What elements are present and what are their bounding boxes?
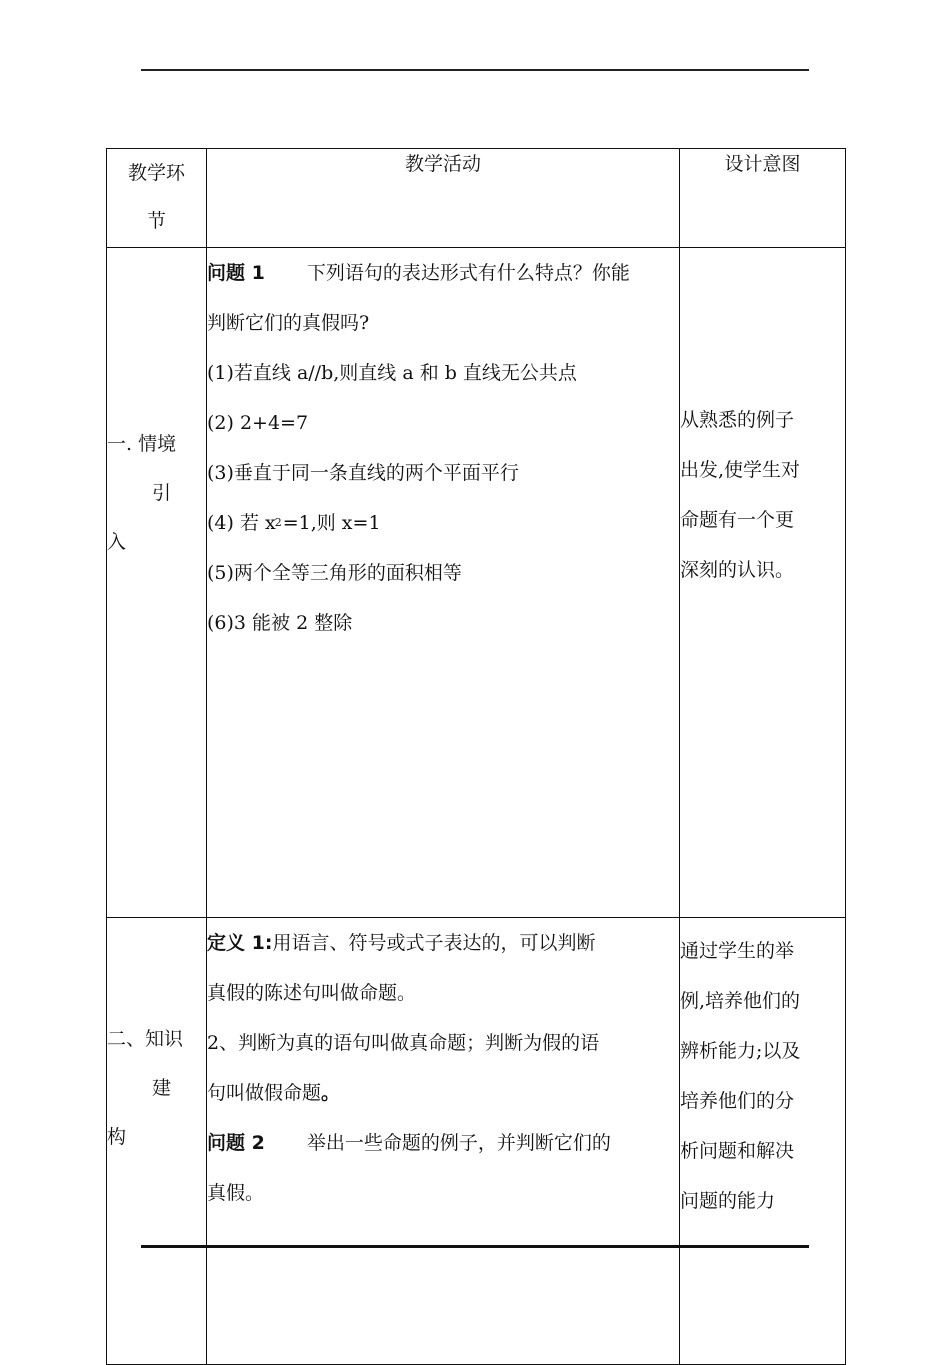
list-item: (3)垂直于同一条直线的两个平面平行 [207, 462, 519, 484]
item4-prefix: (4) 若 x [207, 512, 276, 534]
question-2 [207, 1118, 679, 1168]
table-header-row [107, 149, 846, 248]
list-item: (2) 2+4=7 [207, 412, 309, 434]
intent-cell-1 [680, 248, 846, 918]
question-2-label: 问题 2 [207, 1132, 265, 1154]
question-1 [207, 248, 679, 298]
point-2-cont [207, 1068, 679, 1118]
point-2: 2、判断为真的语句叫做真命题；判断为假的语 [207, 1032, 600, 1054]
definition-1 [207, 918, 679, 968]
list-item: (1)若直线 a//b,则直线 a 和 b 直线无公共点 [207, 362, 577, 384]
stage-1-line2: 引 [152, 482, 172, 504]
list-item: (6)3 能被 2 整除 [207, 612, 353, 634]
list-item [207, 498, 679, 548]
intent-1-line: 从熟悉的例子 [680, 409, 795, 431]
activity-cell-1 [207, 248, 680, 918]
stage-2-line1: 二、知识 [107, 1028, 184, 1050]
header-stage [107, 149, 207, 248]
item4-suffix: =1,则 x=1 [282, 512, 381, 534]
intent-2-line: 辨析能力;以及 [680, 1040, 801, 1062]
question-2-cont: 真假。 [207, 1182, 265, 1204]
activity-cell-2 [207, 918, 680, 1365]
header-intent: 设计意图 [680, 149, 846, 248]
definition-text: 用语言、符号或式子表达的，可以判断 [272, 932, 596, 954]
intent-2-line: 问题的能力 [680, 1190, 776, 1212]
intent-2-line: 培养他们的分 [680, 1090, 795, 1112]
lesson-plan-table [106, 148, 846, 1365]
stage-cell-2 [107, 918, 207, 1365]
stage-cell-1 [107, 248, 207, 918]
question-1-cont: 判断它们的真假吗? [207, 312, 370, 334]
intent-1-line: 深刻的认识。 [680, 559, 795, 581]
stage-2-line2: 建 [152, 1077, 172, 1099]
header-rule [141, 69, 809, 71]
stage-1-line3: 入 [107, 531, 127, 553]
point-2-cont-text: 句叫做假命题 [207, 1082, 322, 1104]
table-row [107, 918, 846, 1365]
question-1-label: 问题 1 [207, 262, 265, 284]
intent-cell-2 [680, 918, 846, 1365]
item4-exponent: 2 [274, 516, 282, 529]
definition-label: 定义 1: [207, 932, 273, 954]
intent-1-line: 出发,使学生对 [680, 459, 801, 481]
question-1-text: 下列语句的表达形式有什么特点？你能 [306, 262, 630, 284]
intent-1-line: 命题有一个更 [680, 509, 795, 531]
intent-2-line: 例,培养他们的 [680, 990, 801, 1012]
point-2-end: 。 [321, 1082, 341, 1104]
footer-rule [141, 1245, 809, 1248]
intent-2-line: 析问题和解决 [680, 1140, 795, 1162]
stage-1-line1: 一. 情境 [107, 433, 177, 455]
header-activity: 教学活动 [207, 149, 680, 248]
definition-cont: 真假的陈述句叫做命题。 [207, 982, 417, 1004]
header-stage-line1: 教学环 [127, 162, 185, 184]
table-row [107, 248, 846, 918]
list-item: (5)两个全等三角形的面积相等 [207, 562, 462, 584]
intent-2-line: 通过学生的举 [680, 940, 795, 962]
header-stage-line2: 节 [146, 210, 166, 232]
question-2-text: 举出一些命题的例子，并判断它们的 [306, 1132, 611, 1154]
stage-2-line3: 构 [107, 1126, 127, 1148]
